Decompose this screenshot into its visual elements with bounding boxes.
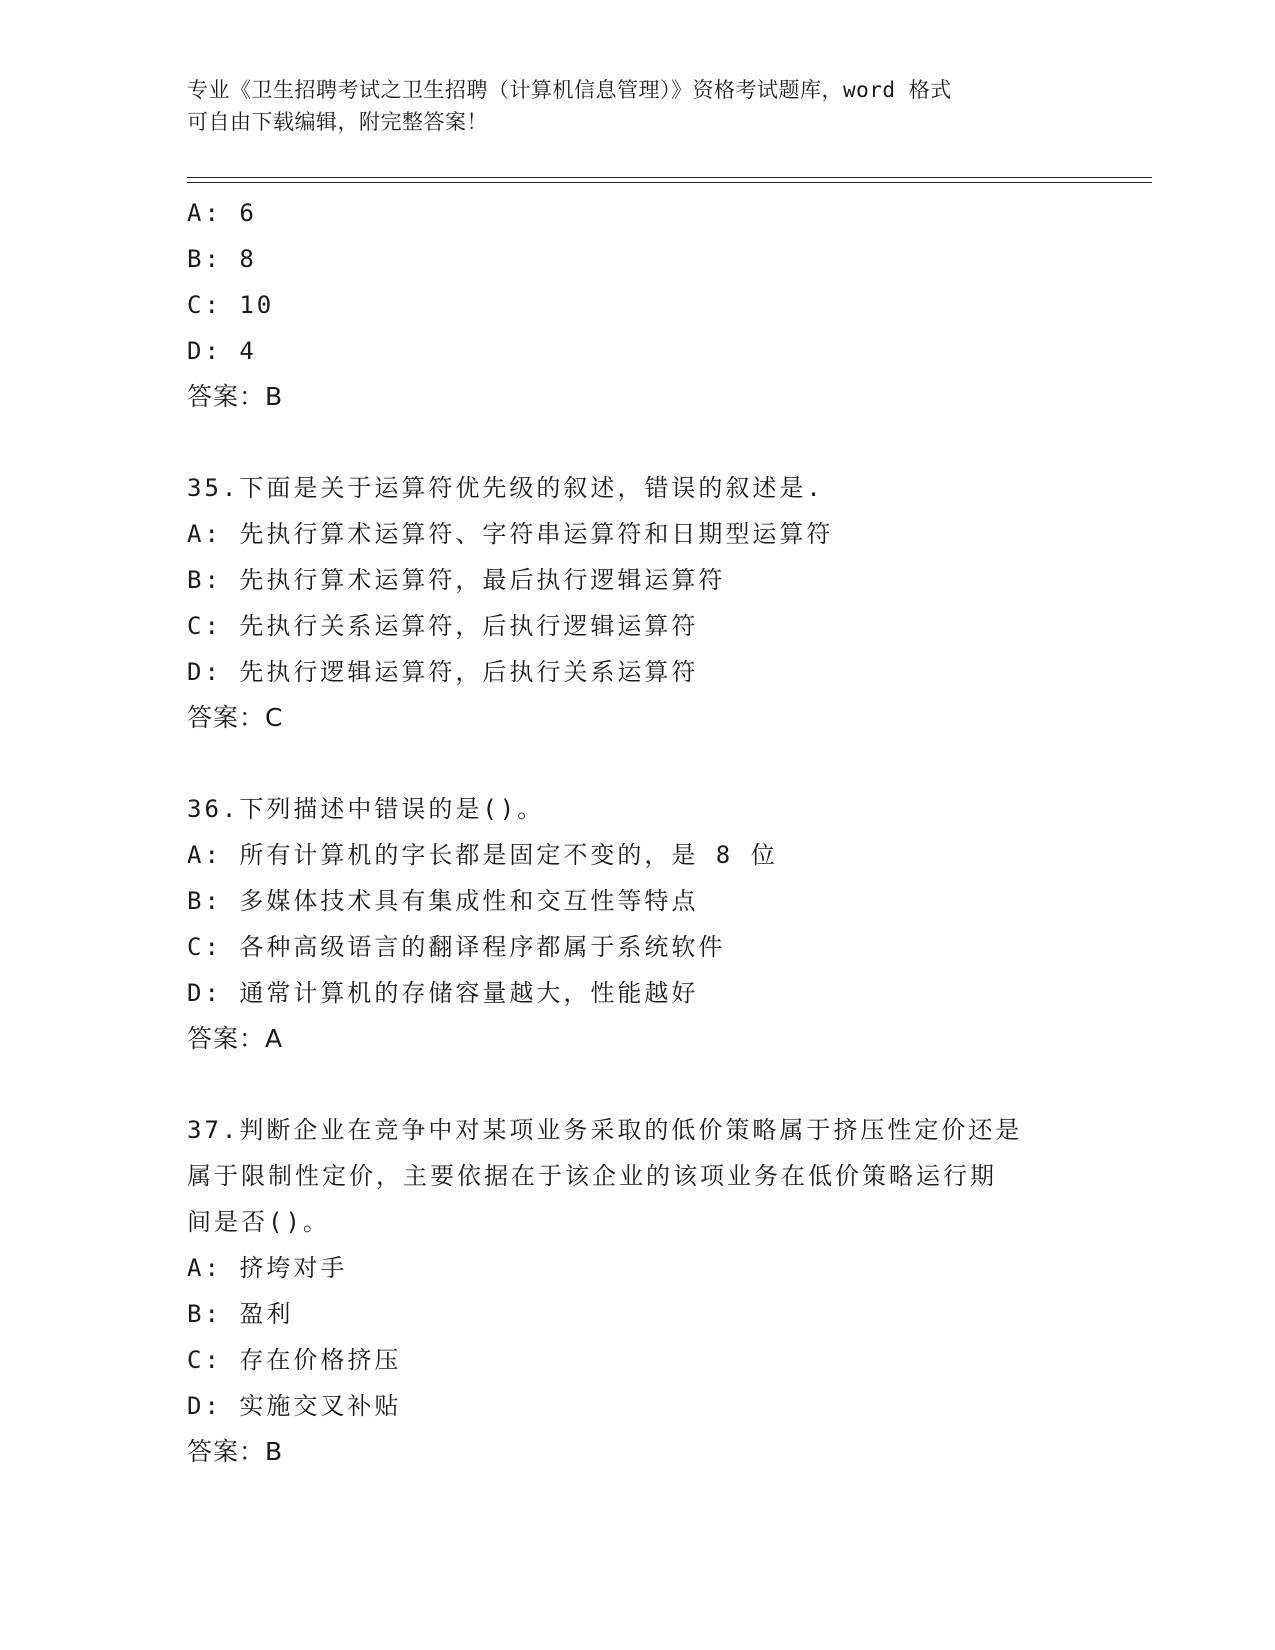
option-c: C: 存在价格挤压 <box>187 1346 402 1374</box>
option-b: B: 盈利 <box>187 1300 294 1328</box>
question-37 <box>187 1107 1147 1475</box>
option-b: B: 多媒体技术具有集成性和交互性等特点 <box>187 887 699 915</box>
answer: 答案：C <box>187 703 284 732</box>
option-d: D: 4 <box>187 337 257 365</box>
option-c: C: 10 <box>187 291 275 319</box>
question-stem-line-1: 37.判断企业在竞争中对某项业务采取的低价策略属于挤压性定价还是 <box>187 1116 1023 1144</box>
question-stem-line-3: 间是否()。 <box>187 1208 330 1236</box>
document-header <box>187 74 1087 138</box>
option-d: D: 通常计算机的存储容量越大，性能越好 <box>187 979 699 1007</box>
question-34 <box>187 190 1147 420</box>
answer: 答案：B <box>187 1437 284 1466</box>
answer: 答案：A <box>187 1024 284 1053</box>
spacer <box>187 1062 1147 1107</box>
header-line-1: 专业《卫生招聘考试之卫生招聘（计算机信息管理）》资格考试题库，word 格式 <box>187 78 952 102</box>
option-b: B: 先执行算术运算符，最后执行逻辑运算符 <box>187 566 726 594</box>
option-c: C: 各种高级语言的翻译程序都属于系统软件 <box>187 933 726 961</box>
question-stem: 36.下列描述中错误的是()。 <box>187 795 545 823</box>
option-d: D: 先执行逻辑运算符，后执行关系运算符 <box>187 658 699 686</box>
question-stem-line-2: 属于限制性定价，主要依据在于该企业的该项业务在低价策略运行期 <box>187 1162 997 1190</box>
option-b: B: 8 <box>187 245 257 273</box>
option-a: A: 挤垮对手 <box>187 1254 348 1282</box>
question-35 <box>187 465 1147 741</box>
option-a: A: 所有计算机的字长都是固定不变的，是 8 位 <box>187 841 778 869</box>
question-list <box>187 190 1147 1475</box>
header-divider-bottom <box>187 182 1152 183</box>
question-36 <box>187 786 1147 1062</box>
spacer <box>187 741 1147 786</box>
answer: 答案：B <box>187 382 284 411</box>
option-c: C: 先执行关系运算符，后执行逻辑运算符 <box>187 612 699 640</box>
header-divider-top <box>187 177 1152 178</box>
option-a: A: 6 <box>187 199 257 227</box>
option-a: A: 先执行算术运算符、字符串运算符和日期型运算符 <box>187 520 834 548</box>
header-line-2: 可自由下载编辑，附完整答案！ <box>187 110 488 134</box>
question-stem: 35.下面是关于运算符优先级的叙述，错误的叙述是. <box>187 474 824 502</box>
spacer <box>187 420 1147 465</box>
option-d: D: 实施交叉补贴 <box>187 1392 402 1420</box>
